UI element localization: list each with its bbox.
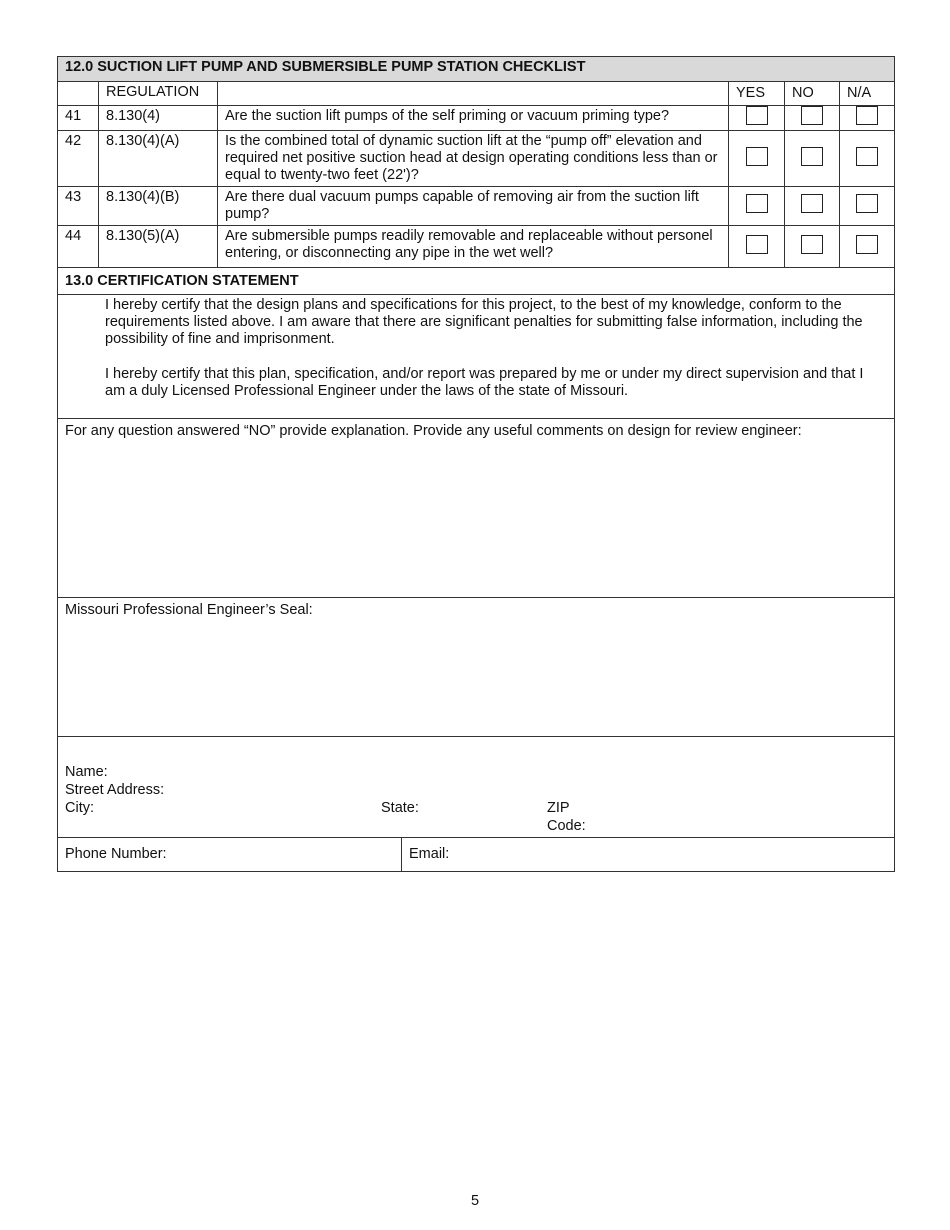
street-address-field[interactable]: [65, 781, 885, 799]
row-number: 41: [58, 106, 99, 131]
column-header-na: N/A: [840, 82, 895, 106]
phone-number-label: Phone Number:: [65, 846, 167, 862]
no-checkbox-43[interactable]: [801, 194, 823, 213]
email-field-extension[interactable]: [729, 838, 895, 872]
na-checkbox-41[interactable]: [856, 106, 878, 125]
name-label: Name:: [65, 764, 108, 780]
address-block: [58, 737, 895, 838]
column-header-number: [58, 82, 99, 106]
yes-checkbox-42[interactable]: [746, 147, 768, 166]
row-regulation: 8.130(4)(B): [99, 187, 218, 226]
phone-number-field[interactable]: [58, 838, 402, 871]
row-number: 42: [58, 131, 99, 187]
certification-statement: [58, 295, 895, 419]
yes-checkbox-44[interactable]: [746, 235, 768, 254]
column-header-regulation: REGULATION: [99, 82, 218, 106]
zip-code-label: ZIP Code:: [547, 800, 586, 834]
name-field[interactable]: [65, 763, 885, 781]
row-number: 44: [58, 226, 99, 268]
row-question: Is the combined total of dynamic suction lift at the “pump off” elevation and required net positive suction head at design operating conditions less than or equal to twenty-two feet (22')?: [218, 131, 729, 187]
row-regulation: 8.130(4)(A): [99, 131, 218, 187]
row-regulation: 8.130(4): [99, 106, 218, 131]
certification-paragraph-2: I hereby certify that this plan, specification, and/or report was prepared by me or under my direct supervision and that I am a duly Licensed Professional Engineer under the laws of the state of Missouri.: [105, 366, 864, 399]
seal-label: Missouri Professional Engineer’s Seal:: [65, 602, 313, 618]
na-checkbox-44[interactable]: [856, 235, 878, 254]
na-checkbox-43[interactable]: [856, 194, 878, 213]
no-checkbox-42[interactable]: [801, 147, 823, 166]
column-header-yes: YES: [729, 82, 785, 106]
row-number: 43: [58, 187, 99, 226]
yes-checkbox-43[interactable]: [746, 194, 768, 213]
na-checkbox-42[interactable]: [856, 147, 878, 166]
yes-checkbox-41[interactable]: [746, 106, 768, 125]
state-label: State:: [381, 800, 419, 816]
certification-paragraph-1: I hereby certify that the design plans and specifications for this project, to the best of my knowledge, conform to the requirements listed above. I am aware that there are significant penalties for submitting false information, including the possibility of fine and imprisonment.: [105, 297, 863, 347]
comments-label: For any question answered “NO” provide explanation. Provide any useful comments on design for review engineer:: [65, 423, 802, 439]
column-header-no: NO: [785, 82, 840, 106]
email-label: Email:: [409, 846, 450, 862]
comments-field[interactable]: [58, 419, 895, 598]
row-question: Are the suction lift pumps of the self priming or vacuum priming type?: [218, 106, 729, 131]
checklist-table: [57, 56, 895, 872]
no-checkbox-41[interactable]: [801, 106, 823, 125]
checklist-row-42: [58, 131, 895, 187]
checklist-row-44: [58, 226, 895, 268]
engineer-seal-area[interactable]: [58, 598, 895, 737]
checklist-row-43: [58, 187, 895, 226]
section-12-title: 12.0 SUCTION LIFT PUMP AND SUBMERSIBLE PUMP STATION CHECKLIST: [58, 57, 895, 82]
column-header-question: [218, 82, 729, 106]
street-address-label: Street Address:: [65, 782, 165, 798]
section-13-title: 13.0 CERTIFICATION STATEMENT: [58, 268, 895, 295]
row-regulation: 8.130(5)(A): [99, 226, 218, 268]
email-field[interactable]: [402, 838, 729, 871]
row-question: Are there dual vacuum pumps capable of removing air from the suction lift pump?: [218, 187, 729, 226]
checklist-form: [57, 56, 894, 872]
page-number: 5: [470, 1193, 480, 1209]
city-label: City:: [65, 800, 94, 816]
column-header-row: [58, 82, 895, 106]
row-question: Are submersible pumps readily removable and replaceable without personel entering, or disconnecting any pipe in the wet well?: [218, 226, 729, 268]
checklist-row-41: [58, 106, 895, 131]
no-checkbox-44[interactable]: [801, 235, 823, 254]
